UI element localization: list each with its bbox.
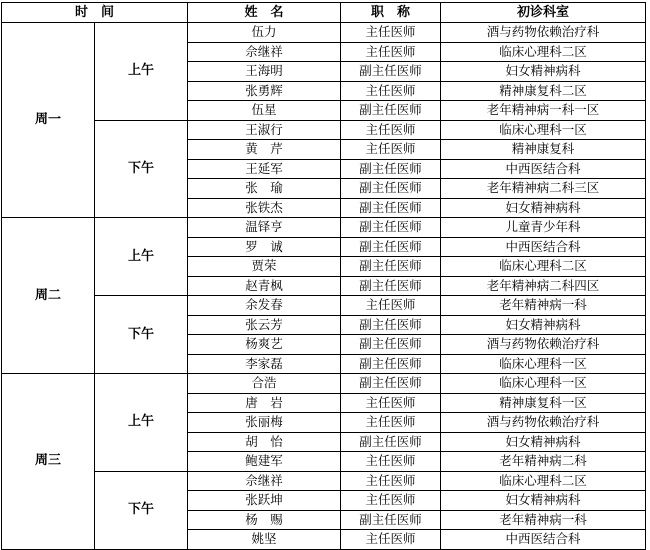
clinic-cell: 酒与药物依赖治疗科 [441,335,646,355]
doctor-title-cell: 副主任医师 [341,354,441,374]
clinic-cell: 中西医结合科 [441,530,646,550]
period-cell: 上午 [95,23,188,121]
doctor-title-cell: 副主任医师 [341,432,441,452]
clinic-cell: 妇女精神病科 [441,62,646,82]
doctor-title-cell: 主任医师 [341,452,441,472]
table-row [2,471,646,491]
doctor-title-cell: 主任医师 [341,413,441,433]
doctor-name-cell: 张铁杰 [188,198,341,218]
doctor-title-cell: 副主任医师 [341,179,441,199]
doctor-name-cell: 赵青枫 [188,276,341,296]
period-cell: 下午 [95,296,188,374]
header-title: 职 称 [341,3,441,23]
clinic-cell: 酒与药物依赖治疗科 [441,23,646,43]
clinic-cell: 老年精神病一科 [441,510,646,530]
period-cell: 上午 [95,374,188,472]
clinic-cell: 临床心理科二区 [441,257,646,277]
doctor-name-cell: 张丽梅 [188,413,341,433]
doctor-name-cell: 王淑行 [188,120,341,140]
doctor-title-cell: 副主任医师 [341,101,441,121]
doctor-name-cell: 佘继祥 [188,471,341,491]
doctor-name-cell: 佘继祥 [188,42,341,62]
doctor-name-cell: 鲍建军 [188,452,341,472]
doctor-title-cell: 副主任医师 [341,159,441,179]
clinic-cell: 妇女精神病科 [441,315,646,335]
clinic-cell: 老年精神病一科 [441,296,646,316]
doctor-title-cell: 副主任医师 [341,237,441,257]
table-row [2,374,646,394]
table-row [2,218,646,238]
doctor-name-cell: 张勇辉 [188,81,341,101]
doctor-title-cell: 副主任医师 [341,198,441,218]
doctor-name-cell: 伍星 [188,101,341,121]
doctor-title-cell: 副主任医师 [341,218,441,238]
doctor-title-cell: 副主任医师 [341,315,441,335]
doctor-title-cell: 副主任医师 [341,374,441,394]
doctor-title-cell: 主任医师 [341,530,441,550]
period-cell: 下午 [95,471,188,549]
doctor-name-cell: 罗 诚 [188,237,341,257]
doctor-name-cell: 张跃坤 [188,491,341,511]
clinic-cell: 精神康复科 [441,140,646,160]
doctor-name-cell: 姚坚 [188,530,341,550]
doctor-name-cell: 杨爽艺 [188,335,341,355]
clinic-cell: 临床心理科一区 [441,354,646,374]
day-cell: 周一 [2,23,95,218]
doctor-title-cell: 主任医师 [341,120,441,140]
clinic-cell: 精神康复科二区 [441,81,646,101]
schedule-body [2,23,646,550]
doctor-name-cell: 王延军 [188,159,341,179]
doctor-name-cell: 胡 怡 [188,432,341,452]
doctor-name-cell: 杨 赐 [188,510,341,530]
table-row [2,23,646,43]
doctor-name-cell: 唐 岩 [188,393,341,413]
doctor-title-cell: 副主任医师 [341,257,441,277]
clinic-cell: 临床心理科一区 [441,120,646,140]
doctor-title-cell: 主任医师 [341,42,441,62]
doctor-name-cell: 黄 芹 [188,140,341,160]
day-cell: 周二 [2,218,95,374]
doctor-title-cell: 主任医师 [341,81,441,101]
clinic-cell: 老年精神病一科一区 [441,101,646,121]
table-row [2,296,646,316]
doctor-title-cell: 副主任医师 [341,62,441,82]
doctor-title-cell: 主任医师 [341,393,441,413]
clinic-cell: 老年精神病二科三区 [441,179,646,199]
clinic-cell: 临床心理科二区 [441,471,646,491]
clinic-cell: 妇女精神病科 [441,432,646,452]
clinic-cell: 老年精神病二科四区 [441,276,646,296]
doctor-name-cell: 合浩 [188,374,341,394]
table-row [2,120,646,140]
clinic-cell: 中西医结合科 [441,159,646,179]
doctor-name-cell: 张 瑜 [188,179,341,199]
clinic-cell: 中西医结合科 [441,237,646,257]
clinic-schedule-table [1,2,646,550]
doctor-title-cell: 主任医师 [341,140,441,160]
doctor-title-cell: 主任医师 [341,296,441,316]
doctor-name-cell: 贾荣 [188,257,341,277]
day-cell: 周三 [2,374,95,550]
header-clinic: 初诊科室 [441,3,646,23]
doctor-name-cell: 余发春 [188,296,341,316]
clinic-cell: 酒与药物依赖治疗科 [441,413,646,433]
period-cell: 下午 [95,120,188,218]
doctor-title-cell: 副主任医师 [341,276,441,296]
doctor-title-cell: 主任医师 [341,491,441,511]
clinic-cell: 临床心理科二区 [441,42,646,62]
doctor-title-cell: 副主任医师 [341,510,441,530]
clinic-cell: 老年精神病二科 [441,452,646,472]
doctor-title-cell: 主任医师 [341,471,441,491]
header-name: 姓 名 [188,3,341,23]
clinic-cell: 临床心理科一区 [441,374,646,394]
header-row [2,3,646,23]
clinic-cell: 精神康复科一区 [441,393,646,413]
doctor-title-cell: 副主任医师 [341,335,441,355]
clinic-cell: 妇女精神病科 [441,491,646,511]
doctor-title-cell: 主任医师 [341,23,441,43]
doctor-name-cell: 王海明 [188,62,341,82]
period-cell: 上午 [95,218,188,296]
header-time: 时 间 [2,3,188,23]
doctor-name-cell: 温铎亨 [188,218,341,238]
doctor-name-cell: 李家磊 [188,354,341,374]
clinic-cell: 妇女精神病科 [441,198,646,218]
doctor-name-cell: 张云芳 [188,315,341,335]
doctor-name-cell: 伍力 [188,23,341,43]
clinic-cell: 儿童青少年科 [441,218,646,238]
